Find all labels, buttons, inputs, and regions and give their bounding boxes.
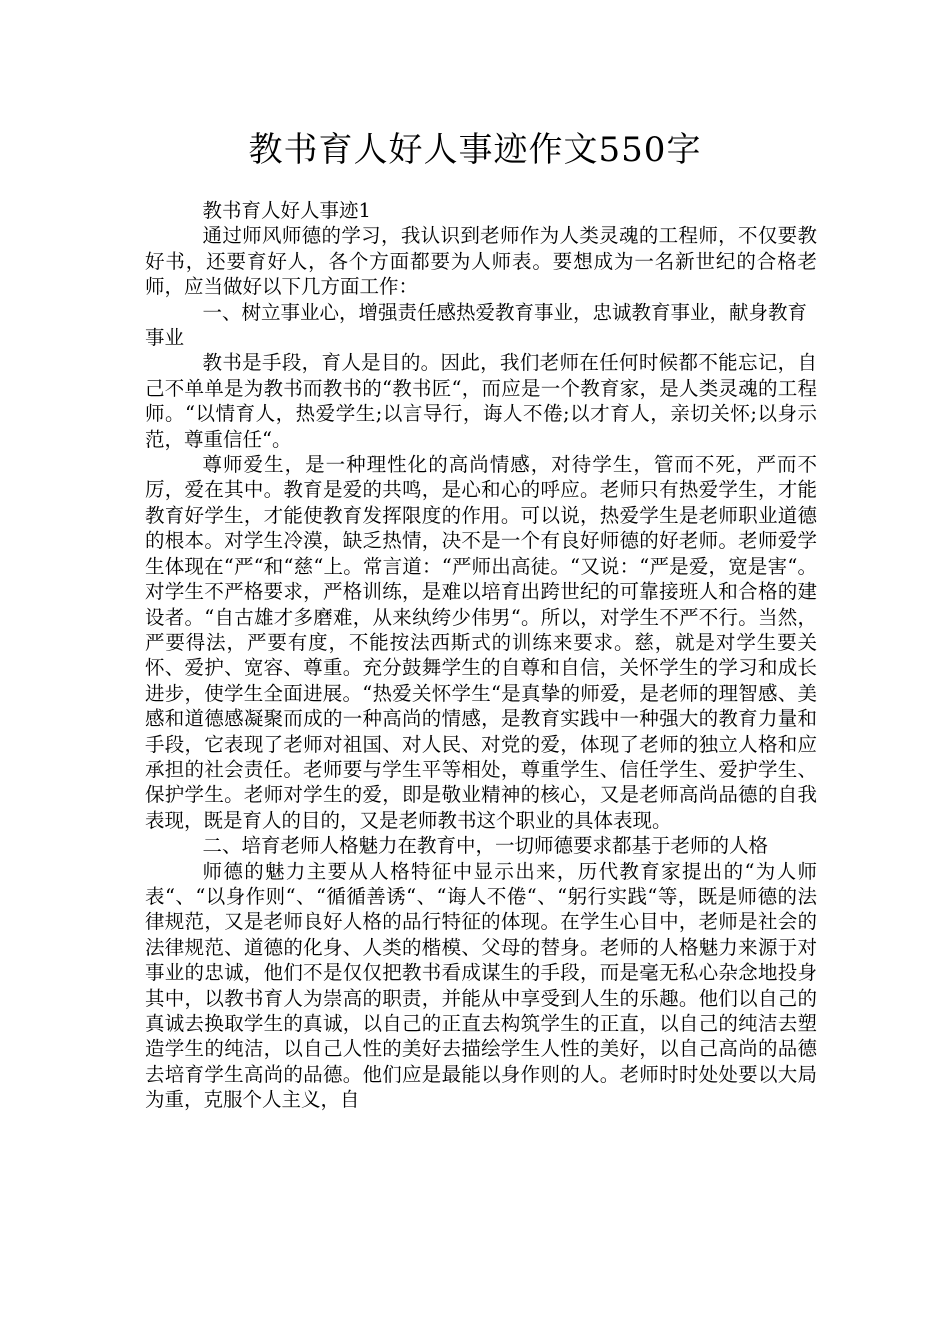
paragraph-intro: 通过师风师德的学习，我认识到老师作为人类灵魂的工程师，不仅要教好书，还要育好人，各个方面都要为人师表。要想成为一名新世纪的合格老师，应当做好以下几方面工作： <box>145 224 817 299</box>
document-title: 教书育人好人事迹作文550字 <box>248 130 702 170</box>
document-body <box>145 198 817 1113</box>
section-heading-2: 二、培育老师人格魅力在教育中，一切师德要求都基于老师的人格 <box>202 834 769 858</box>
section-heading-1: 一、树立事业心，增强责任感热爱教育事业，忠诚教育事业，献身教育事业 <box>145 300 808 350</box>
paragraph-love-students: 尊师爱生，是一种理性化的高尚情感，对待学生，管而不死，严而不厉，爱在其中。教育是爱的共鸣，是心和心的呼应。老师只有热爱学生，才能教育好学生，才能使教育发挥限度的作用。可以说，热爱学生是老师职业道德的根本。对学生冷漠，缺乏热情，决不是一个有良好师德的好老师。老师爱学生体现在“严“和“慈“上。常言道：“严师出高徒。“又说：“严是爱，宽是害“。对学生不严格要求，严格训练，是难以培育出跨世纪的可靠接班人和合格的建设者。“自古雄才多磨难，从来纨绔少伟男“。所以，对学生不严不行。当然，严要得法，严要有度，不能按法西斯式的训练来要求。慈，就是对学生要关怀、爱护、宽容、尊重。充分鼓舞学生的自尊和自信，关怀学生的学习和成长进步，使学生全面进展。“热爱关怀学生“是真挚的师爱，是老师的理智感、美感和道德感凝聚而成的一种高尚的情感，是教育实践中一种强大的教育力量和手段，它表现了老师对祖国、对人民、对党的爱，体现了老师的独立人格和应承担的社会责任。老师要与学生平等相处，尊重学生、信任学生、爱护学生、保护学生。老师对学生的爱，即是敬业精神的核心，又是老师高尚品德的自我表现，既是育人的目的，又是老师教书这个职业的具体表现。 <box>145 453 817 832</box>
paragraph-teaching: 教书是手段，育人是目的。因此，我们老师在任何时候都不能忘记，自己不单单是为教书而教书的“教书匠“，而应是一个教育家，是人类灵魂的工程师。“以情育人，热爱学生;以言导行，诲人不倦;以才育人，亲切关怀;以身示范，尊重信任“。 <box>145 351 817 451</box>
paragraph-personality: 师德的魅力主要从人格特征中显示出来，历代教育家提出的“为人师表“、“以身作则“、“循循善诱“、“诲人不倦“、“躬行实践“等，既是师德的法律规范，又是老师良好人格的品行特征的体现。在学生心目中，老师是社会的法律规范、道德的化身、人类的楷模、父母的替身。老师的人格魅力来源于对事业的忠诚，他们不是仅仅把教书看成谋生的手段，而是毫无私心杂念地投身其中，以教书育人为崇高的职责，并能从中享受到人生的乐趣。他们以自己的真诚去换取学生的真诚，以自己的正直去构筑学生的正直，以自己的纯洁去塑造学生的纯洁，以自己人性的美好去描绘学生人性的美好，以自己高尚的品德去培育学生高尚的品德。他们应是最能以身作则的人。老师时时处处要以大局为重，克服个人主义，自 <box>145 859 817 1112</box>
section-subtitle: 教书育人好人事迹1 <box>202 199 371 222</box>
